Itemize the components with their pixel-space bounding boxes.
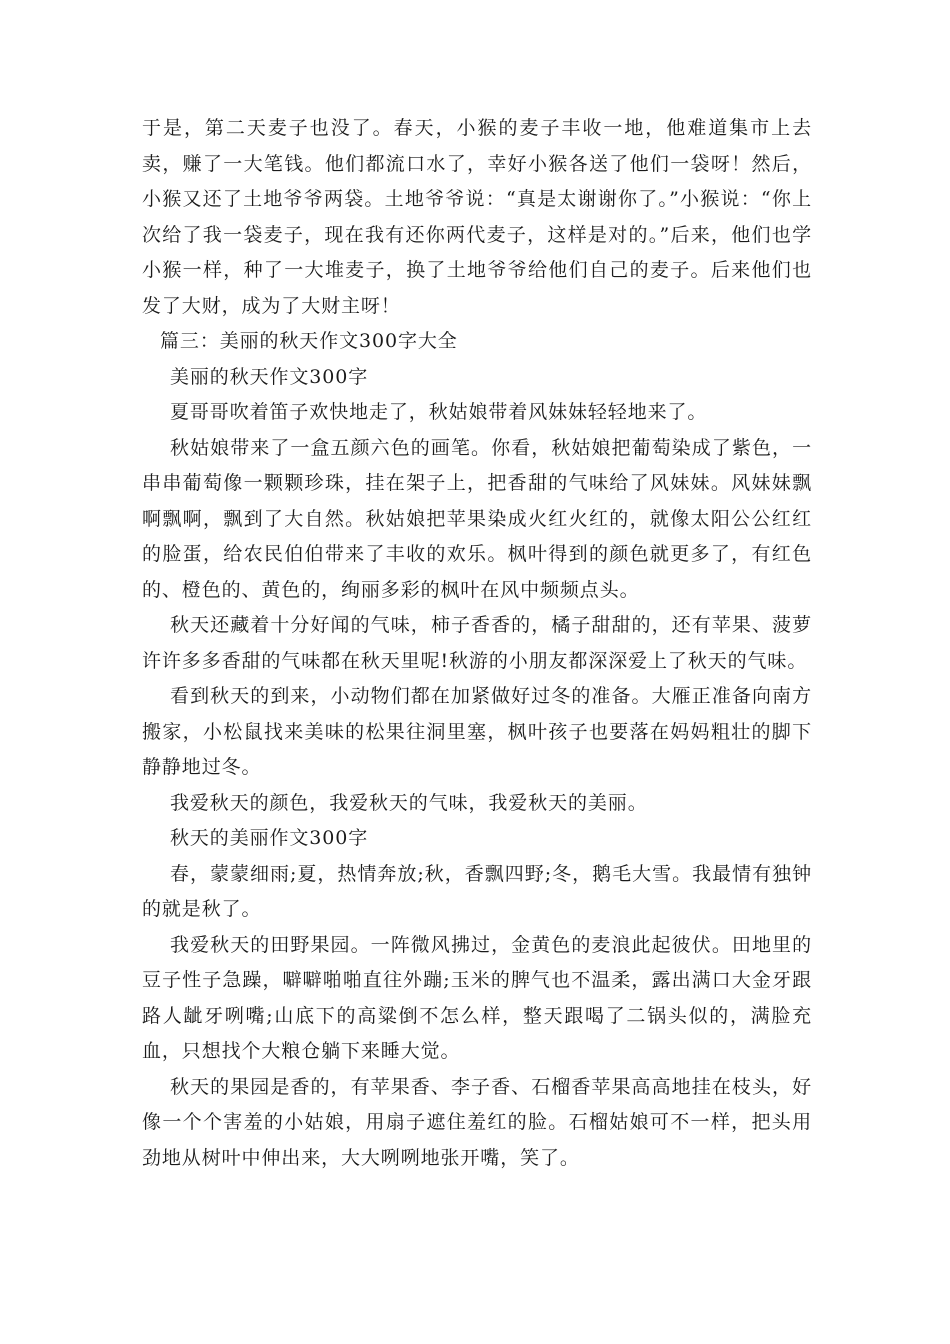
paragraph: 夏哥哥吹着笛子欢快地走了，秋姑娘带着风妹妹轻轻地来了。 — [170, 401, 708, 423]
paragraph: 春，蒙蒙细雨;夏，热情奔放;秋，香飘四野;冬，鹅毛大雪。我最情有独钟的就是秋了。 — [142, 862, 812, 920]
essay-title: 秋天的美丽作文300字 — [170, 827, 369, 849]
paragraph: 我爱秋天的颜色，我爱秋天的气味，我爱秋天的美丽。 — [170, 791, 648, 814]
paragraph: 秋天的果园是香的，有苹果香、李子香、石榴香苹果高高地挂在枝头，好像一个个害羞的小姑娘，用扇子遮住羞红的脸。石榴姑娘可不一样，把头用劲地从树叶中伸出来，大大咧咧地张开嘴，笑了。 — [142, 1075, 812, 1169]
section-heading: 篇三：美丽的秋天作文300字大全 — [160, 330, 458, 352]
paragraph: 我爱秋天的田野果园。一阵微风拂过，金黄色的麦浪此起彼伏。田地里的豆子性子急躁，噼噼啪啪直往外蹦;玉米的脾气也不温柔，露出满口大金牙跟路人龇牙咧嘴;山底下的高粱倒不怎么样，整天跟喝了二锅头似的，满脸充血，只想找个大粮仓躺下来睡大觉。 — [142, 933, 812, 1062]
paragraph: 看到秋天的到来，小动物们都在加紧做好过冬的准备。大雁正准备向南方搬家，小松鼠找来美味的松果往洞里塞，枫叶孩子也要落在妈妈粗壮的脚下静静地过冬。 — [142, 685, 812, 778]
essay-title: 美丽的秋天作文300字 — [170, 365, 369, 388]
paragraph-continuation: 于是，第二天麦子也没了。春天，小猴的麦子丰收一地，他难道集市上去卖，赚了一大笔钱。他们都流口水了，幸好小猴各送了他们一袋呀！然后，小猴又还了土地爷爷两袋。土地爷爷说：“真是太谢谢你了。”小猴说：“你上次给了我一袋麦子，现在我有还你两代麦子，这样是对的。”后来，他们也学小猴一样，种了一大堆麦子，换了土地爷爷给他们自己的麦子。后来他们也发了大财，成为了大财主呀！ — [142, 117, 812, 317]
paragraph: 秋天还藏着十分好闻的气味，柿子香香的，橘子甜甜的，还有苹果、菠萝许许多多香甜的气味都在秋天里呢!秋游的小朋友都深深爱上了秋天的气味。 — [142, 614, 812, 672]
paragraph: 秋姑娘带来了一盒五颜六色的画笔。你看，秋姑娘把葡萄染成了紫色，一串串葡萄像一颗颗珍珠，挂在架子上，把香甜的气味给了风妹妹。风妹妹飘啊飘啊，飘到了大自然。秋姑娘把苹果染成火红火红的，就像太阳公公红红的脸蛋，给农民伯伯带来了丰收的欢乐。枫叶得到的颜色就更多了，有红色的、橙色的、黄色的，绚丽多彩的枫叶在风中频频点头。 — [142, 436, 812, 601]
document-body — [142, 111, 812, 1176]
